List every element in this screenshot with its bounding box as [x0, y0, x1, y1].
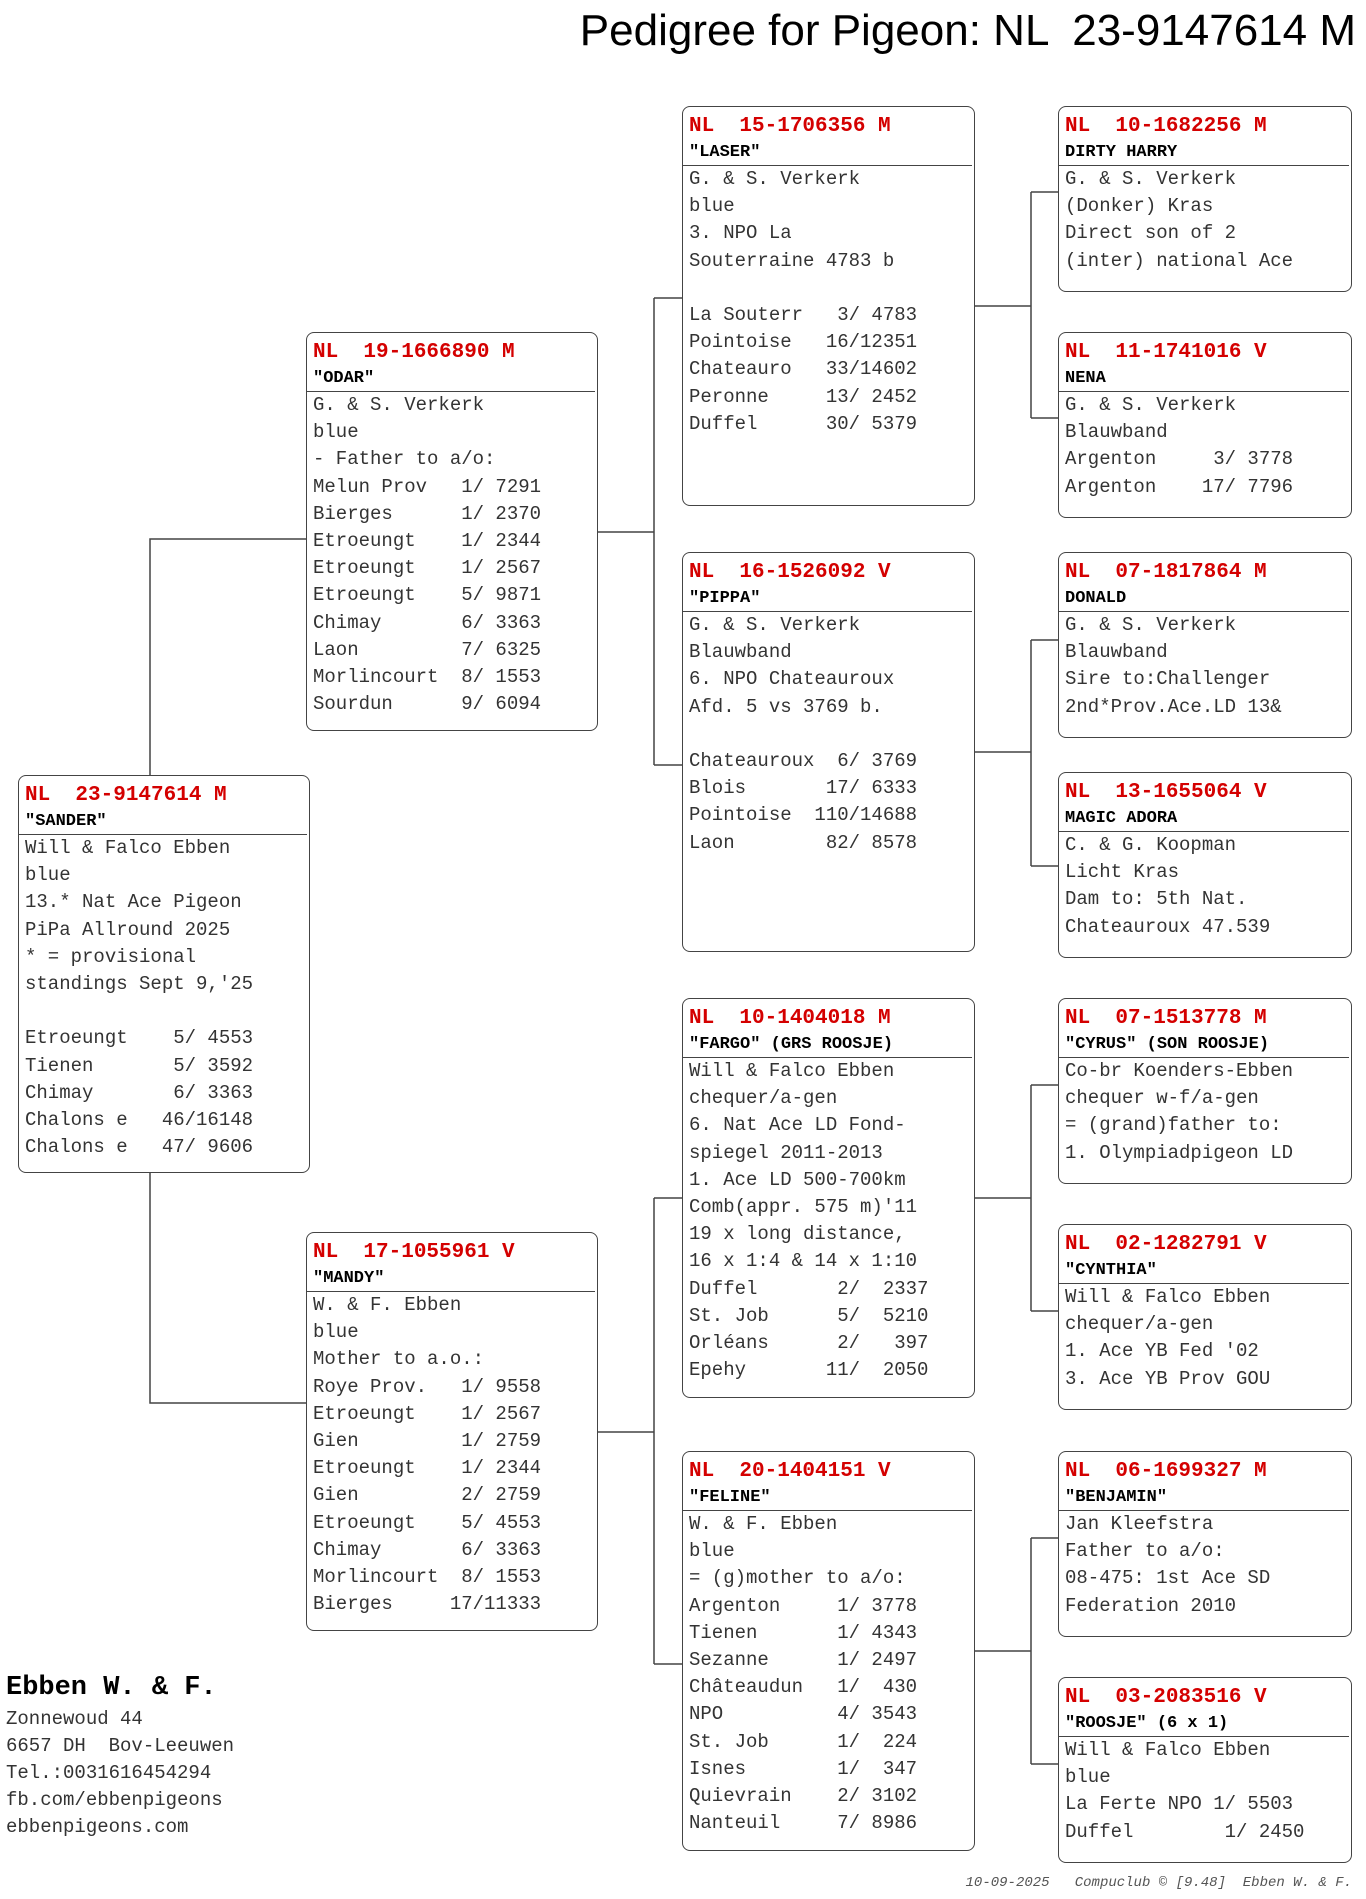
pigeon-detail-line: Morlincourt 8/ 1553: [313, 666, 542, 689]
pigeon-detail-line: Will & Falco Ebben: [689, 1060, 895, 1082]
pigeon-detail-line: Etroeungt 1/ 2344: [313, 530, 542, 553]
pigeon-card-gen3[interactable]: [1058, 998, 1352, 1184]
pigeon-detail-line: Blauwband: [1065, 641, 1168, 664]
pigeon-detail-line: W. & F. Ebben: [689, 1513, 838, 1535]
pigeon-detail-line: Pointoise 110/14688: [689, 804, 918, 827]
pigeon-detail-line: standings Sept 9,'25: [25, 973, 254, 996]
pigeon-detail-line: G. & S. Verkerk: [689, 168, 861, 190]
pigeon-detail-line: La Ferte NPO 1/ 5503: [1065, 1793, 1294, 1816]
pigeon-detail-line: Co-br Koenders-Ebben: [1065, 1060, 1294, 1082]
pigeon-detail-line: Pointoise 16/12351: [689, 331, 918, 354]
pigeon-name: "PIPPA": [683, 587, 972, 612]
pigeon-ring-number: NL 10-1404018 M: [689, 1007, 891, 1030]
pigeon-name: "SANDER": [19, 810, 307, 835]
pigeon-name: DONALD: [1059, 587, 1349, 612]
pigeon-detail-line: Châteaudun 1/ 430: [689, 1676, 918, 1699]
pigeon-name: NENA: [1059, 367, 1349, 392]
pigeon-detail-line: spiegel 2011-2013: [689, 1141, 883, 1164]
pigeon-detail-line: blue: [313, 1321, 359, 1344]
pigeon-detail-line: Etroeungt 1/ 2344: [313, 1457, 542, 1480]
pigeon-detail-line: St. Job 5/ 5210: [689, 1304, 929, 1327]
pigeon-detail-line: Will & Falco Ebben: [1065, 1286, 1271, 1308]
pigeon-card-gen3[interactable]: [1058, 772, 1352, 958]
pigeon-card-gen3[interactable]: [1058, 106, 1352, 292]
pigeon-detail-line: Blois 17/ 6333: [689, 777, 918, 800]
pigeon-ring-number: NL 03-2083516 V: [1065, 1686, 1267, 1709]
pigeon-detail-line: = (g)mother to a/o:: [689, 1567, 906, 1590]
pigeon-ring-number: NL 11-1741016 V: [1065, 341, 1267, 364]
pigeon-detail-line: Chalons e 46/16148: [25, 1109, 254, 1132]
pigeon-detail-line: 3. NPO La: [689, 222, 792, 245]
pigeon-detail-line: Souterraine 4783 b: [689, 249, 895, 272]
pigeon-ring-number: NL 07-1513778 M: [1065, 1007, 1267, 1030]
pigeon-detail-line: Chimay 6/ 3363: [313, 611, 542, 634]
pigeon-detail-line: [683, 721, 974, 748]
pigeon-name: "BENJAMIN": [1059, 1486, 1349, 1511]
pigeon-detail-line: - Father to a/o:: [313, 448, 496, 471]
breeder-address-line: 6657 DH Bov-Leeuwen: [6, 1735, 235, 1757]
pigeon-detail-line: St. Job 1/ 224: [689, 1730, 918, 1753]
pigeon-detail-line: chequer/a-gen: [689, 1087, 838, 1110]
pigeon-ring-number: NL 15-1706356 M: [689, 115, 891, 138]
pigeon-detail-line: Argenton 3/ 3778: [1065, 448, 1294, 471]
pigeon-name: "CYNTHIA": [1059, 1259, 1349, 1284]
pigeon-name: "FELINE": [683, 1486, 972, 1511]
pigeon-detail-line: = (grand)father to:: [1065, 1114, 1282, 1137]
pigeon-name: "LASER": [683, 141, 972, 166]
breeder-facebook-link[interactable]: fb.com/ebbenpigeons: [6, 1789, 223, 1811]
breeder-phone: Tel.:0031616454294: [6, 1762, 212, 1784]
pigeon-detail-line: 3. Ace YB Prov GOU: [1065, 1367, 1271, 1390]
pigeon-detail-line: Will & Falco Ebben: [25, 837, 231, 859]
pigeon-detail-line: blue: [689, 195, 735, 218]
pigeon-detail-line: Etroeungt 5/ 4553: [313, 1511, 542, 1534]
pigeon-detail-line: Sourdun 9/ 6094: [313, 693, 542, 716]
pigeon-detail-line: 2nd*Prov.Ace.LD 13&: [1065, 695, 1282, 718]
pigeon-detail-line: Bierges 17/11333: [313, 1593, 542, 1616]
pigeon-card-dam[interactable]: [306, 1232, 598, 1631]
pigeon-detail-line: chequer w-f/a-gen: [1065, 1087, 1259, 1110]
pigeon-detail-line: La Souterr 3/ 4783: [689, 304, 918, 326]
pigeon-detail-line: Melun Prov 1/ 7291: [313, 475, 542, 498]
pigeon-card-gen3[interactable]: [1058, 1677, 1352, 1863]
pigeon-detail-line: 16 x 1:4 & 14 x 1:10: [689, 1250, 918, 1273]
breeder-name: Ebben W. & F.: [6, 1673, 217, 1703]
pigeon-detail-line: [683, 275, 974, 302]
pigeon-detail-line: Isnes 1/ 347: [689, 1757, 918, 1780]
pigeon-name: MAGIC ADORA: [1059, 807, 1349, 832]
pigeon-detail-line: 13.* Nat Ace Pigeon: [25, 891, 242, 914]
pigeon-detail-line: Argenton 1/ 3778: [689, 1594, 918, 1617]
pigeon-card-gen3[interactable]: [1058, 552, 1352, 738]
pigeon-detail-line: Etroeungt 5/ 9871: [313, 584, 542, 607]
pigeon-name: "MANDY": [307, 1267, 595, 1292]
pigeon-detail-line: (Donker) Kras: [1065, 195, 1214, 218]
pigeon-detail-line: G. & S. Verkerk: [689, 614, 861, 636]
pigeon-detail-line: Etroeungt 5/ 4553: [25, 1027, 254, 1050]
pigeon-detail-line: Argenton 17/ 7796: [1065, 475, 1294, 498]
pigeon-detail-line: Gien 2/ 2759: [313, 1484, 542, 1507]
pigeon-detail-line: 1. Ace LD 500-700km: [689, 1168, 906, 1191]
pigeon-detail-line: Quievrain 2/ 3102: [689, 1785, 918, 1808]
pigeon-detail-line: PiPa Allround 2025: [25, 918, 231, 941]
pigeon-detail-line: 1. Olympiadpigeon LD: [1065, 1141, 1294, 1164]
pigeon-ring-number: NL 23-9147614 M: [25, 784, 227, 807]
pigeon-detail-line: Afd. 5 vs 3769 b.: [689, 695, 883, 718]
pigeon-detail-line: Chateauro 33/14602: [689, 358, 918, 381]
pigeon-detail-line: W. & F. Ebben: [313, 1294, 462, 1316]
pigeon-detail-line: Sire to:Challenger: [1065, 668, 1271, 691]
pigeon-detail-line: 08-475: 1st Ace SD: [1065, 1567, 1271, 1590]
pigeon-detail-line: Peronne 13/ 2452: [689, 385, 918, 408]
pigeon-detail-line: blue: [313, 421, 359, 444]
pigeon-name: "FARGO" (GRS ROOSJE): [683, 1033, 972, 1058]
pigeon-detail-line: Tienen 1/ 4343: [689, 1621, 918, 1644]
pigeon-ring-number: NL 06-1699327 M: [1065, 1460, 1267, 1483]
pigeon-detail-line: Nanteuil 7/ 8986: [689, 1812, 918, 1835]
pigeon-detail-line: Federation 2010: [1065, 1594, 1237, 1617]
pigeon-ring-number: NL 10-1682256 M: [1065, 115, 1267, 138]
pigeon-card-dam-dam[interactable]: [682, 1451, 975, 1851]
pigeon-detail-line: Licht Kras: [1065, 861, 1180, 884]
breeder-info: [6, 1670, 234, 1841]
pigeon-detail-line: Direct son of 2: [1065, 222, 1237, 245]
pigeon-detail-line: Jan Kleefstra: [1065, 1513, 1214, 1535]
pigeon-detail-line: [19, 998, 309, 1025]
pigeon-detail-line: Blauwband: [1065, 421, 1168, 444]
pigeon-card-sire[interactable]: [306, 332, 598, 731]
pigeon-detail-line: Etroeungt 1/ 2567: [313, 557, 542, 580]
pigeon-detail-line: * = provisional: [25, 945, 197, 968]
pigeon-detail-line: Duffel 2/ 2337: [689, 1277, 929, 1300]
pigeon-ring-number: NL 20-1404151 V: [689, 1460, 891, 1483]
pigeon-detail-line: G. & S. Verkerk: [1065, 614, 1237, 636]
breeder-address-line: Zonnewoud 44: [6, 1708, 143, 1730]
pigeon-detail-line: Blauwband: [689, 641, 792, 664]
pigeon-detail-line: Laon 82/ 8578: [689, 831, 918, 854]
pigeon-detail-line: blue: [25, 864, 71, 887]
pigeon-detail-line: Duffel 30/ 5379: [689, 412, 918, 435]
pigeon-detail-line: blue: [1065, 1766, 1111, 1789]
pigeon-detail-line: Chalons e 47/ 9606: [25, 1136, 254, 1159]
pigeon-detail-line: Duffel 1/ 2450: [1065, 1820, 1305, 1843]
pigeon-detail-line: Chateauroux 6/ 3769: [689, 750, 918, 772]
pigeon-detail-line: 19 x long distance,: [689, 1223, 906, 1246]
pigeon-detail-line: Etroeungt 1/ 2567: [313, 1402, 542, 1425]
pigeon-detail-line: Will & Falco Ebben: [1065, 1739, 1271, 1761]
pigeon-detail-line: G. & S. Verkerk: [1065, 394, 1237, 416]
pigeon-detail-line: 6. Nat Ace LD Fond-: [689, 1114, 906, 1137]
pigeon-detail-line: Comb(appr. 575 m)'11: [689, 1196, 918, 1219]
pigeon-card-sire-dam[interactable]: [682, 552, 975, 952]
pigeon-detail-line: G. & S. Verkerk: [313, 394, 485, 416]
pigeon-detail-line: (inter) national Ace: [1065, 249, 1294, 272]
pigeon-detail-line: G. & S. Verkerk: [1065, 168, 1237, 190]
pigeon-detail-line: C. & G. Koopman: [1065, 834, 1237, 856]
pigeon-name: "ROOSJE" (6 x 1): [1059, 1712, 1349, 1737]
breeder-website-link[interactable]: ebbenpigeons.com: [6, 1816, 189, 1838]
pigeon-detail-line: Orléans 2/ 397: [689, 1332, 929, 1355]
pigeon-detail-line: Sezanne 1/ 2497: [689, 1649, 918, 1672]
pigeon-card-gen3[interactable]: [1058, 332, 1352, 518]
pigeon-detail-line: Epehy 11/ 2050: [689, 1359, 929, 1382]
pigeon-detail-line: Morlincourt 8/ 1553: [313, 1566, 542, 1589]
pigeon-card-dam-sire[interactable]: [682, 998, 975, 1398]
pigeon-name: "CYRUS" (SON ROOSJE): [1059, 1033, 1349, 1058]
pigeon-detail-line: Chateauroux 47.539: [1065, 915, 1271, 938]
pigeon-detail-line: 1. Ace YB Fed '02: [1065, 1340, 1259, 1363]
pigeon-detail-line: Chimay 6/ 3363: [313, 1538, 542, 1561]
pigeon-detail-line: NPO 4/ 3543: [689, 1703, 918, 1726]
pigeon-detail-line: Roye Prov. 1/ 9558: [313, 1375, 542, 1398]
pigeon-ring-number: NL 17-1055961 V: [313, 1241, 515, 1264]
pigeon-card-gen3[interactable]: [1058, 1224, 1352, 1410]
pigeon-ring-number: NL 07-1817864 M: [1065, 561, 1267, 584]
pigeon-name: DIRTY HARRY: [1059, 141, 1349, 166]
pigeon-ring-number: NL 13-1655064 V: [1065, 781, 1267, 804]
pigeon-detail-line: Mother to a.o.:: [313, 1348, 485, 1371]
pigeon-detail-line: Bierges 1/ 2370: [313, 502, 542, 525]
pigeon-detail-line: Father to a/o:: [1065, 1540, 1225, 1563]
pigeon-detail-line: Chimay 6/ 3363: [25, 1081, 254, 1104]
pigeon-card-subject[interactable]: [18, 775, 310, 1173]
pigeon-name: "ODAR": [307, 367, 595, 392]
pigeon-ring-number: NL 19-1666890 M: [313, 341, 515, 364]
pigeon-ring-number: NL 02-1282791 V: [1065, 1233, 1267, 1256]
pigeon-card-gen3[interactable]: [1058, 1451, 1352, 1637]
pigeon-detail-line: chequer/a-gen: [1065, 1313, 1214, 1336]
pigeon-detail-line: blue: [689, 1540, 735, 1563]
pigeon-card-sire-sire[interactable]: [682, 106, 975, 506]
pigeon-ring-number: NL 16-1526092 V: [689, 561, 891, 584]
page-title: Pedigree for Pigeon: NL 23-9147614 M: [579, 6, 1356, 55]
pigeon-detail-line: 6. NPO Chateauroux: [689, 668, 895, 691]
pigeon-detail-line: Laon 7/ 6325: [313, 638, 542, 661]
pigeon-detail-line: Dam to: 5th Nat.: [1065, 888, 1248, 911]
footer-credit: 10-09-2025 Compuclub © [9.48] Ebben W. & F.: [965, 1875, 1352, 1891]
pigeon-detail-line: Tienen 5/ 3592: [25, 1054, 254, 1077]
pigeon-detail-line: Gien 1/ 2759: [313, 1430, 542, 1453]
